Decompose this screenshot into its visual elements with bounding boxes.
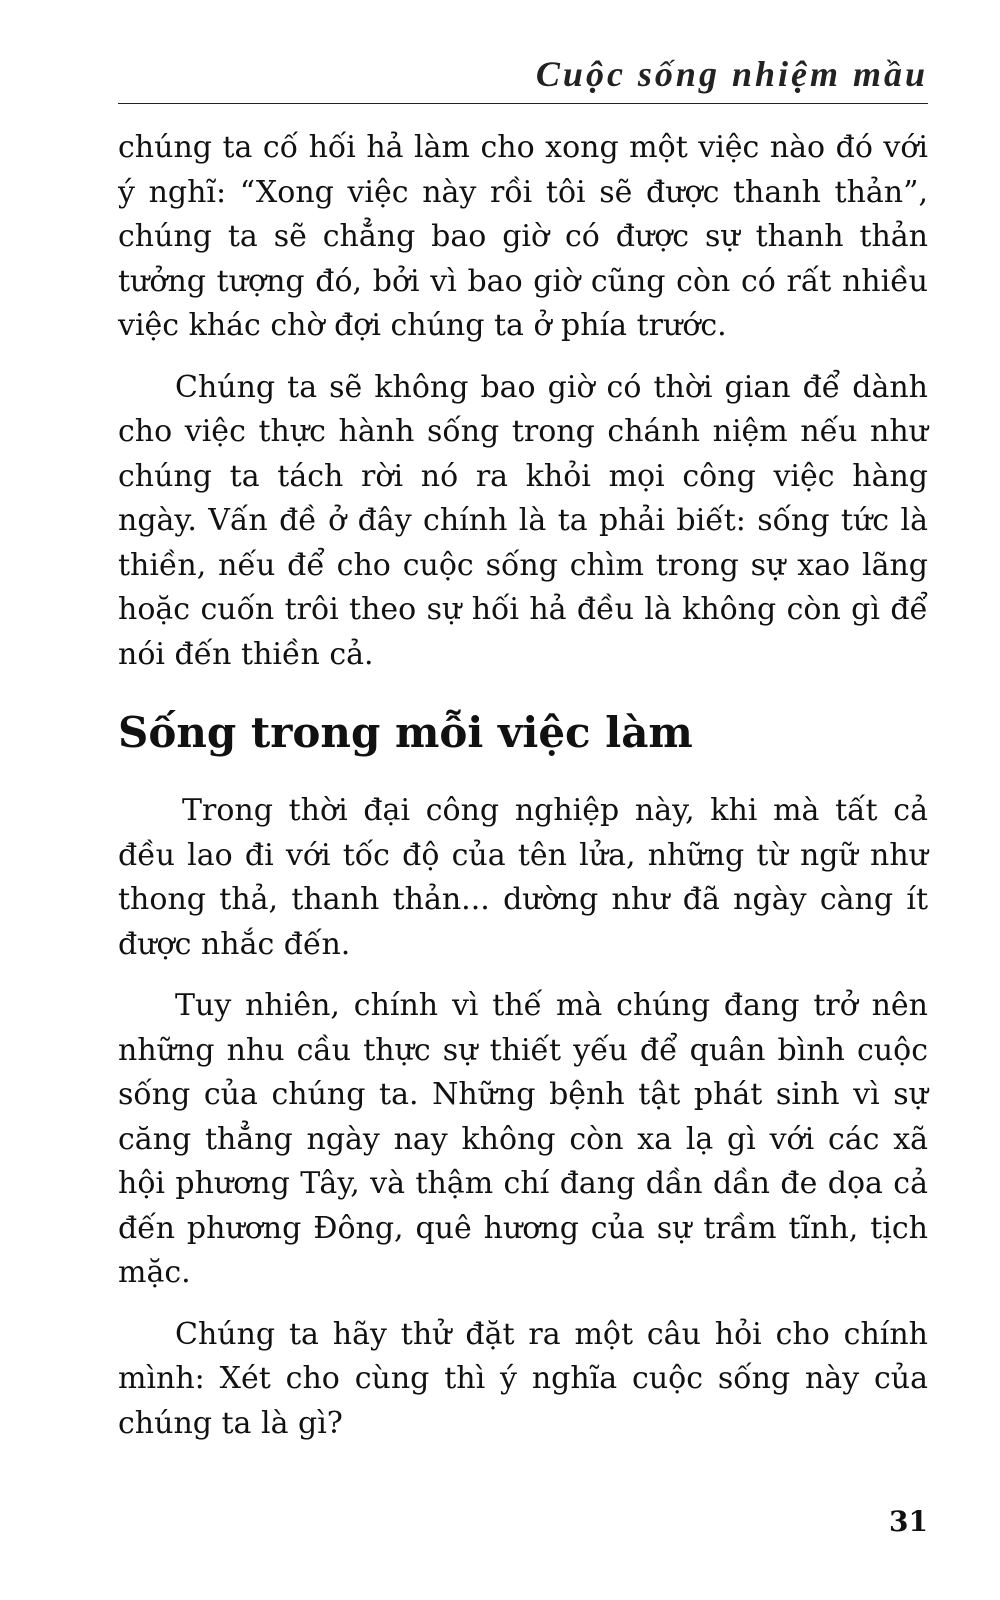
paragraph: Chúng ta hãy thử đặt ra một câu hỏi cho chính mình: Xét cho cùng thì ý nghĩa cuộc sống này của chúng ta là gì? — [118, 1316, 928, 1441]
running-header: Cuộc sống nhiệm mầu — [535, 54, 928, 94]
paragraph-continued: chúng ta cố hối hả làm cho xong một việc nào đó với ý nghĩ: “Xong việc này rồi tôi sẽ được thanh thản”, chúng ta sẽ chẳng bao giờ có được sự thanh thản tưởng tượng đó, bởi vì bao giờ cũng còn có rất nhiều việc khác chờ đợi chúng ta ở phía trước. — [118, 130, 928, 343]
header-rule — [118, 103, 928, 104]
page-content — [118, 126, 928, 1446]
paragraph: Trong thời đại công nghiệp này, khi mà tất cả đều lao đi với tốc độ của tên lửa, những từ ngữ như thong thả, thanh thản... dường như đã ngày càng ít được nhắc đến. — [118, 793, 928, 962]
section-heading: Sống trong mỗi việc làm — [118, 708, 693, 757]
paragraph: Chúng ta sẽ không bao giờ có thời gian để dành cho việc thực hành sống trong chánh niệm nếu như chúng ta tách rời nó ra khỏi mọi công việc hàng ngày. Vấn đề ở đây chính là ta phải biết: sống tức là thiền, nếu để cho cuộc sống chìm trong sự xao lãng hoặc cuốn trôi theo sự hối hả đều là không còn gì để nói đến thiền cả. — [118, 369, 928, 672]
paragraph: Tuy nhiên, chính vì thế mà chúng đang trở nên những nhu cầu thực sự thiết yếu để quân bình cuộc sống của chúng ta. Những bệnh tật phát sinh vì sự căng thẳng ngày nay không còn xa lạ gì với các xã hội phương Tây, và thậm chí đang dần dần đe dọa cả đến phương Đông, quê hương của sự trầm tĩnh, tịch mặc. — [118, 988, 928, 1290]
page-number: 31 — [889, 1505, 928, 1538]
